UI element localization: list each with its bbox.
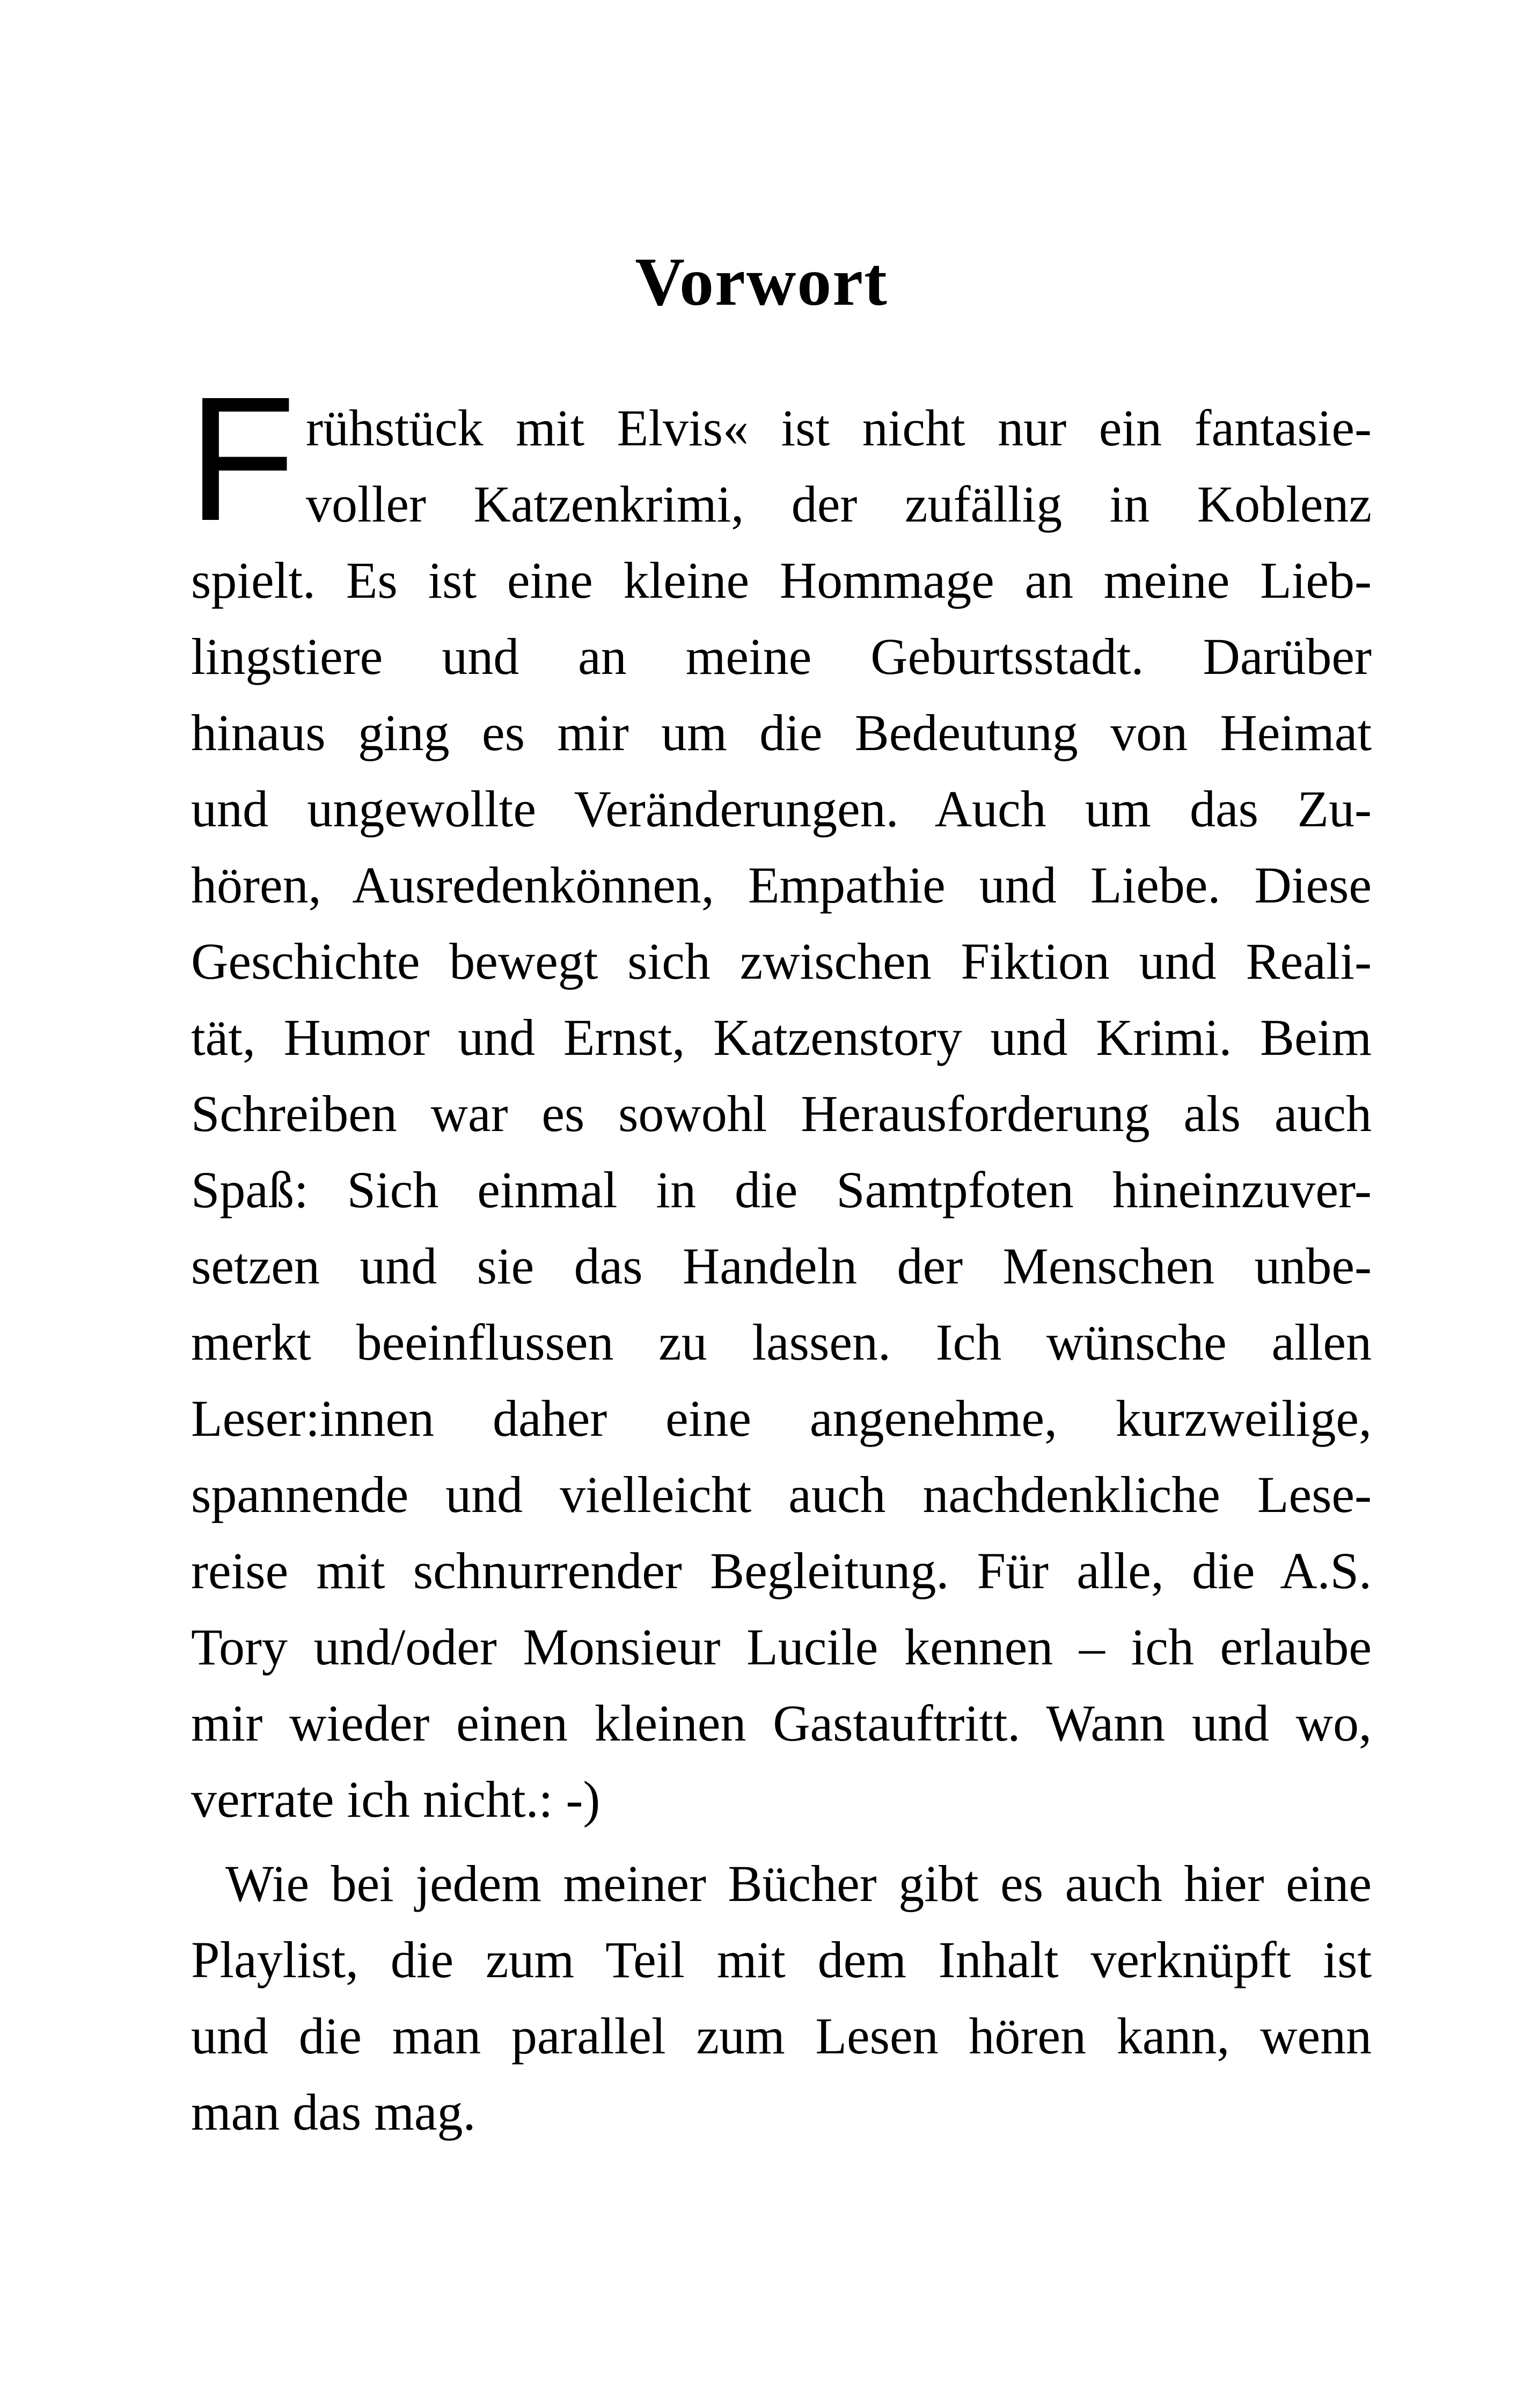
- page-title: Vorwort: [635, 244, 888, 320]
- text-line: und die man parallel zum Lesen hören kann, wenn: [191, 2007, 1372, 2065]
- text-line: setzen und sie das Handeln der Menschen unbe-: [191, 1237, 1372, 1295]
- drop-cap: F: [188, 359, 296, 557]
- text-line: verrate ich nicht.: -): [191, 1771, 601, 1828]
- text-line: spannende und vielleicht auch nachdenkliche Lese-: [191, 1466, 1372, 1523]
- text-line: rühstück mit Elvis« ist nicht nur ein fantasie-: [306, 399, 1372, 457]
- text-line: Tory und/oder Monsieur Lucile kennen – ich erlaube: [191, 1618, 1372, 1676]
- text-line: Wie bei jedem meiner Bücher gibt es auch hier eine: [225, 1855, 1372, 1912]
- text-line: Schreiben war es sowohl Herausforderung als auch: [191, 1085, 1372, 1142]
- text-line: mir wieder einen kleinen Gastauftritt. Wann und wo,: [191, 1694, 1372, 1752]
- text-line: lingstiere und an meine Geburtsstadt. Darüber: [191, 628, 1372, 685]
- text-line: Leser:innen daher eine angenehme, kurzweilige,: [191, 1390, 1372, 1447]
- text-line: und ungewollte Veränderungen. Auch um das Zu-: [191, 780, 1372, 838]
- text-line: man das mag.: [191, 2083, 476, 2141]
- text-line: hören, Ausredenkönnen, Empathie und Liebe. Diese: [191, 856, 1372, 914]
- text-line: tät, Humor und Ernst, Katzenstory und Krimi. Beim: [191, 1009, 1372, 1066]
- text-line: Spaß: Sich einmal in die Samtpfoten hineinzuver-: [191, 1161, 1372, 1218]
- text-line: Geschichte bewegt sich zwischen Fiktion und Reali-: [191, 933, 1372, 990]
- text-line: spielt. Es ist eine kleine Hommage an meine Lieb-: [191, 552, 1372, 609]
- text-line: reise mit schnurrender Begleitung. Für alle, die A.S.: [191, 1542, 1372, 1599]
- text-line: voller Katzenkrimi, der zufällig in Koblenz: [306, 475, 1372, 533]
- text-line: merkt beeinflussen zu lassen. Ich wünsche allen: [191, 1313, 1372, 1371]
- text-line: hinaus ging es mir um die Bedeutung von Heimat: [191, 704, 1372, 761]
- text-line: Playlist, die zum Teil mit dem Inhalt verknüpft ist: [191, 1931, 1372, 1988]
